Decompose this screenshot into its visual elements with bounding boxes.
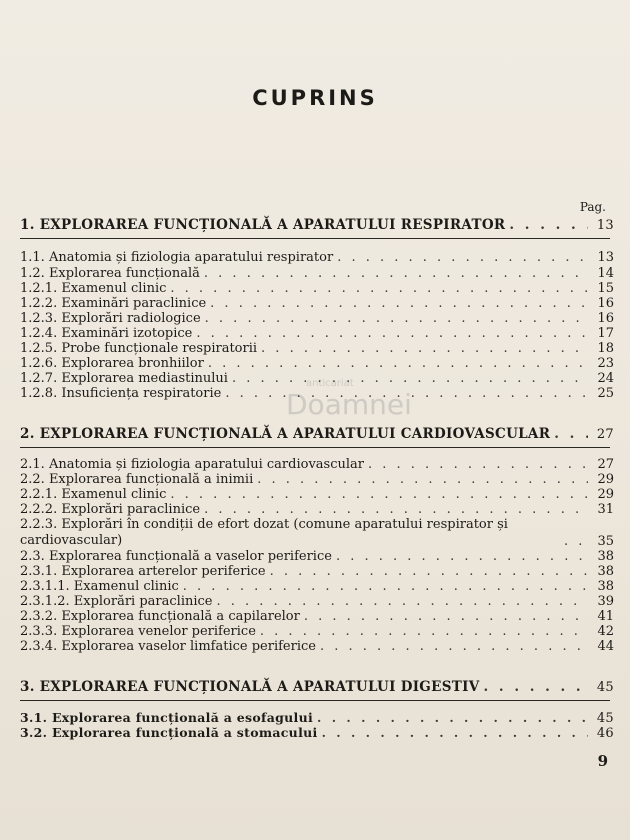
toc-page-number: 38 [597,549,614,564]
toc-page-number: 45 [596,680,614,695]
page-number: 9 [597,752,608,770]
toc-entry-2-3-4 [20,639,614,655]
toc-entry-title: 1.2.3. Explorări radiologice [20,311,201,326]
toc-page-number: 24 [597,371,614,386]
toc-entry-2-3-1-2 [20,594,614,610]
dot-leader [205,311,588,326]
toc-page-number: 39 [597,594,614,609]
dot-leader [337,250,588,265]
toc-entry-title: 2.3.1. Explorarea arterelor periferice [20,564,266,579]
toc-entry-1-2-8 [20,386,614,402]
toc-entry-title: 1.2.4. Examinări izotopice [20,326,193,341]
dot-leader [260,624,588,639]
page-column-label: Pag. [579,200,606,214]
dot-leader [216,594,588,609]
toc-page-number: 29 [597,472,614,487]
dot-leader [196,326,588,341]
toc-entry-2-3-1-1 [20,579,614,595]
toc-page-number: 13 [597,250,614,265]
toc-page-number: 29 [597,487,614,502]
toc-page-number: 23 [597,356,614,371]
dot-leader [317,710,588,725]
toc-chapter-3 [20,679,614,695]
toc-entry-title: 1.2.7. Explorarea mediastinului [20,371,228,386]
toc-entry-2-3-1 [20,564,614,580]
toc-entry-1-2-7 [20,371,614,387]
toc-page-number: 18 [597,341,614,356]
toc-entry-title: 2.3.3. Explorarea venelor periferice [20,624,256,639]
toc-page-number: 16 [597,296,614,311]
toc-entry-title: 1.2.8. Insuficiența respiratorie [20,386,222,401]
toc-page-number: 41 [597,609,614,624]
dot-leader [208,356,588,371]
toc-entry-2-1 [20,457,614,473]
toc-page-number: 13 [596,218,614,233]
dot-leader [336,549,588,564]
dot-leader [261,341,588,356]
dot-leader [484,679,588,695]
dot-leader [270,564,588,579]
dot-leader [564,534,588,549]
toc-entry-1-1 [20,250,614,266]
dot-leader [170,281,588,296]
toc-entry-3-2 [20,725,614,741]
toc-entry-2-3 [20,549,614,565]
toc-entry-2-2-3 [20,517,614,549]
toc-entry-2-2 [20,472,614,488]
toc-entry-title: 2.2.3. Explorări în condiții de efort dozat (comune aparatului respirator și cardiovascular) [20,517,508,548]
toc-page-number: 45 [596,711,614,726]
toc-entry-title: 2.3.1.2. Explorări paraclinice [20,594,213,609]
toc-entry-title: 1.2. Explorarea funcțională [20,266,200,281]
toc-entry-title: 1.2.1. Examenul clinic [20,281,167,296]
toc-entry-title: 2.2.1. Examenul clinic [20,487,167,502]
dot-leader [322,725,588,740]
toc-entry-1-2-1 [20,281,614,297]
toc-page-number: 27 [597,457,614,472]
toc-chapter-title: 1. EXPLORAREA FUNCȚIONALĂ A APARATULUI RESPIRATOR [20,217,506,233]
dot-leader [368,457,588,472]
dot-leader [257,472,588,487]
watermark-main-text: Doamnei [286,388,412,421]
toc-chapter-2 [20,426,614,442]
toc-entry-1-2-3 [20,311,614,327]
dot-leader [225,386,588,401]
dot-leader [554,426,588,442]
dot-leader [320,639,588,654]
toc-entry-title: 1.2.6. Explorarea bronhiilor [20,356,204,371]
toc-entry-title: 2.3. Explorarea funcțională a vaselor periferice [20,549,332,564]
toc-entry-title: 1.1. Anatomia și fiziologia aparatului respirator [20,250,334,265]
toc-entry-title: 1.2.2. Examinări paraclinice [20,296,207,311]
toc-entry-title: 2.2. Explorarea funcțională a inimii [20,472,254,487]
toc-page-number: 15 [597,281,614,296]
toc-entry-title: 1.2.5. Probe funcționale respiratorii [20,341,258,356]
dot-leader [232,371,588,386]
dot-leader [204,502,588,517]
toc-page-number: 31 [597,502,614,517]
toc-entry-title: 3.2. Explorarea funcțională a stomacului [20,725,318,740]
toc-entry-1-2 [20,266,614,282]
toc-chapter-1 [20,217,614,233]
toc-entry-title: 2.2.2. Explorări paraclinice [20,502,201,517]
toc-chapter-title: 3. EXPLORAREA FUNCȚIONALĂ A APARATULUI DIGESTIV [20,679,480,695]
toc-page-number: 38 [597,579,614,594]
toc-entry-3-1 [20,710,614,726]
dot-leader [204,266,588,281]
dot-leader [170,487,588,502]
toc-entry-title: 2.3.4. Explorarea vaselor limfatice periferice [20,639,316,654]
toc-entry-title: 2.1. Anatomia și fiziologia aparatului cardiovascular [20,457,364,472]
toc-page-number: 14 [597,266,614,281]
toc-entry-2-3-2 [20,609,614,625]
toc-entry-title: 2.3.2. Explorarea funcțională a capilarelor [20,609,300,624]
toc-page-number: 42 [597,624,614,639]
toc-entry-1-2-2 [20,296,614,312]
page-title: CUPRINS [252,86,378,110]
toc-page-number: 25 [597,386,614,401]
toc-page-number: 27 [596,427,614,442]
dot-leader [304,609,588,624]
divider [20,700,610,701]
toc-page-number: 44 [597,639,614,654]
divider [20,238,610,239]
toc-entry-2-2-1 [20,487,614,503]
dot-leader [509,217,588,233]
toc-page-number: 38 [597,564,614,579]
toc-page-number: 46 [596,726,614,741]
toc-page-number: 35 [597,534,614,549]
toc-chapter-title: 2. EXPLORAREA FUNCȚIONALĂ A APARATULUI CARDIOVASCULAR [20,426,551,442]
toc-entry-1-2-4 [20,326,614,342]
toc-page-number: 16 [597,311,614,326]
divider [20,447,610,448]
toc-page-number: 17 [597,326,614,341]
toc-entry-2-3-3 [20,624,614,640]
toc-entry-1-2-6 [20,356,614,372]
toc-entry-2-2-2 [20,502,614,518]
dot-leader [210,296,588,311]
dot-leader [183,579,588,594]
toc-entry-1-2-5 [20,341,614,357]
watermark-top-text: anticariat [306,378,354,389]
toc-entry-title: 2.3.1.1. Examenul clinic [20,579,179,594]
toc-entry-title: 3.1. Explorarea funcțională a esofagului [20,710,314,725]
